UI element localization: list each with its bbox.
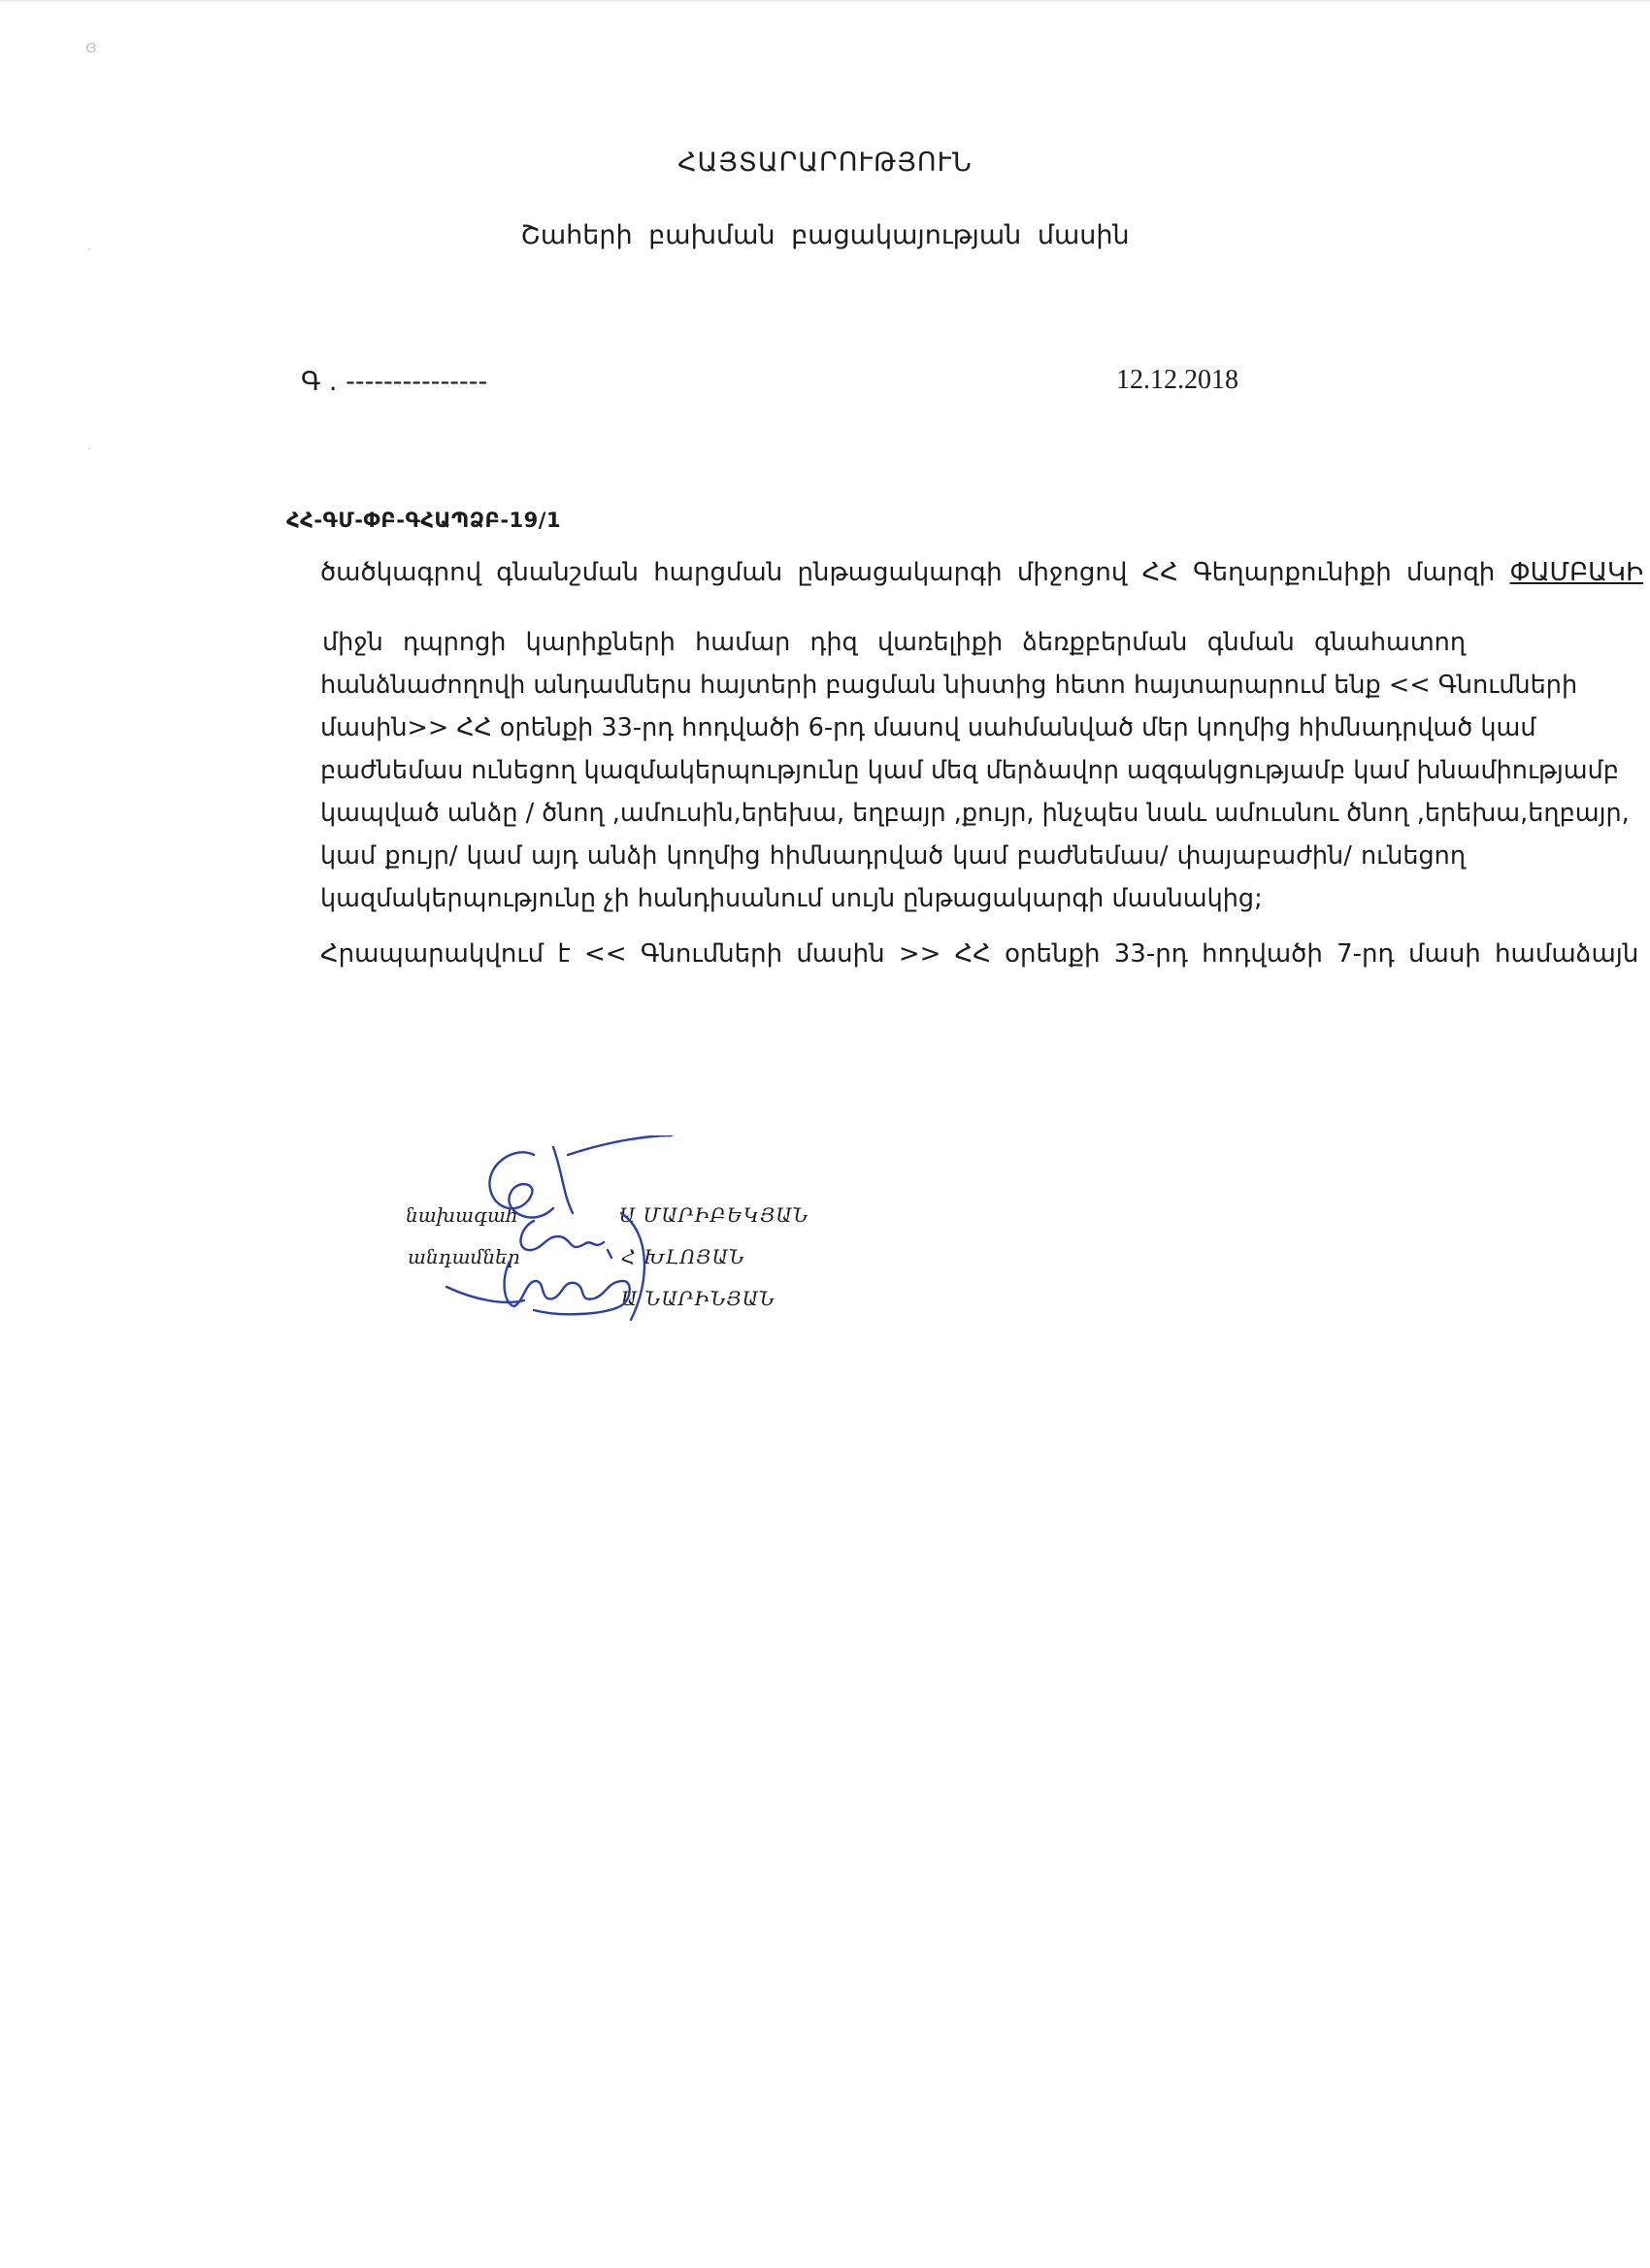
publication-note: Հրապարակվում է << Գնումների մասին >> ՀՀ օրենքի 33-րդ հոդվածի 7-րդ մասի համաձայն [320, 939, 1639, 969]
signatory-name: Հ ԽԼՈՅԱՆ [621, 1245, 745, 1268]
signatory-name: Ա ՆԱՐԻՆՅԱՆ [621, 1287, 776, 1310]
document-title: ՀԱՅՏԱՐԱՐՈՒԹՅՈՒՆ [677, 148, 973, 178]
signatory-name: Ա ՄԱՐԻԲԵԿՅԱՆ [619, 1203, 809, 1227]
paragraph-line: բաժնեմաս ունեցող կազմակերպությունը կամ մեզ մերձավոր ազգակցությամբ կամ խնամիությամբ [320, 756, 1619, 785]
lead-line [320, 558, 1643, 587]
lead-text: ծածկագրով գնանշման հարցման ընթացակարգի միջոցով ՀՀ Գեղարքունիքի մարզի [320, 558, 1496, 587]
declaration-paragraph [320, 621, 1630, 920]
paragraph-line: միջն դպրոցի կարիքների համար դիզ վառելիքի ձեռքբերման գնման գնահատող [322, 628, 1466, 657]
place-field: Գ . --------------- [301, 367, 488, 397]
signature-stroke [520, 1221, 611, 1258]
scan-edge [0, 0, 1650, 3]
paragraph-line: մասին>> ՀՀ օրենքի 33-րդ հոդվածի 6-րդ մասով սահմանված մեր կողմից հիմնադրված կամ [320, 713, 1536, 742]
paragraph-line: հանձնաժողովի անդամներս հայտերի բացման նիստից հետո հայտարարում ենք << Գնումների [320, 671, 1578, 700]
paragraph-line: կապված անձը / ծնող ,ամուսին,երեխա, եղբայր ,քույր, ինչպես նաև ամուսնու ծնող ,երեխա,եղբայր, [320, 799, 1630, 828]
document-subtitle: Շահերի բախման բացակայության մասին [520, 220, 1130, 250]
paragraph-line: կամ քույր/ կամ այդ անձի կողմից հիմնադրված կամ բաժնեմաս/ փայաբաժին/ ունեցող [320, 841, 1466, 871]
procurement-code: ՀՀ-ԳՄ-ՓԲ-ԳՀԱՊՁԲ-19/1 [286, 509, 562, 532]
scan-speck: · [87, 442, 92, 457]
paragraph-line: կազմակերպությունը չի հանդիսանում սույն ընթացակարգի մասնակից; [320, 884, 1263, 913]
chair-label: նախագահ [406, 1203, 518, 1227]
signature-stroke [446, 1262, 630, 1314]
signature-stroke [489, 1152, 553, 1217]
handwritten-signatures [417, 1135, 709, 1349]
scan-speck: · [87, 243, 92, 258]
document-date: 12.12.2018 [1116, 365, 1238, 395]
scan-speck: ɞ [85, 37, 97, 57]
lead-place: ՓԱՄԲԱԿԻ [1509, 558, 1644, 587]
members-label: անդամներ [408, 1245, 520, 1268]
signature-stroke [553, 1135, 672, 1213]
